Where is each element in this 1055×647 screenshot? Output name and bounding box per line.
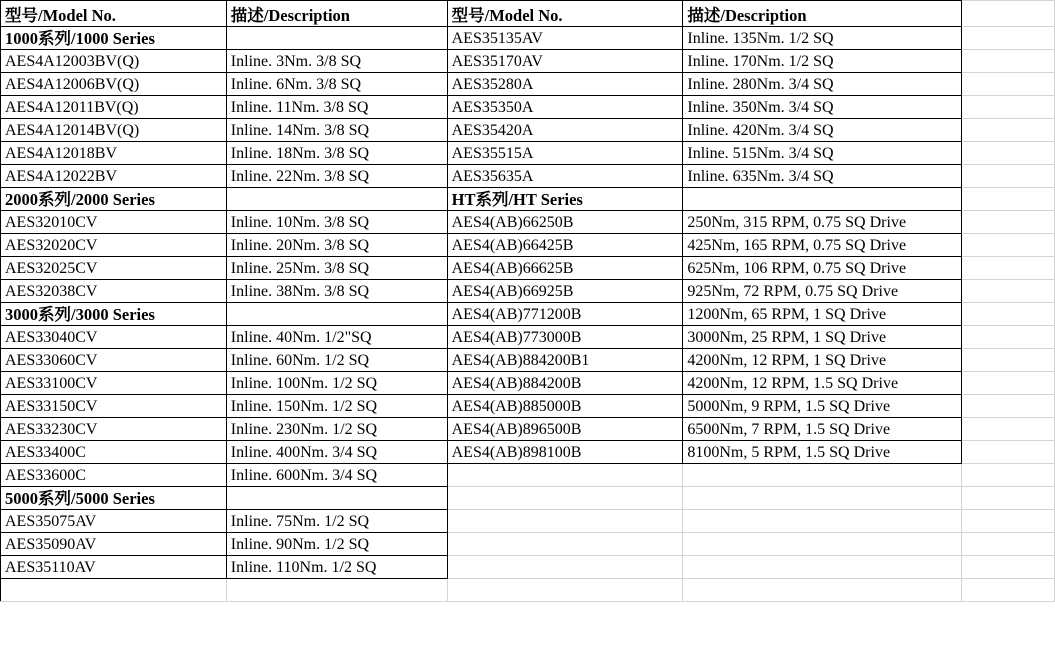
empty-cell[interactable] [447,579,683,602]
series-heading-cell[interactable]: 3000系列/3000 Series [1,303,227,326]
empty-cell[interactable] [962,165,1055,188]
description-cell[interactable]: Inline. 18Nm. 3/8 SQ [226,142,447,165]
description-cell[interactable]: Inline. 230Nm. 1/2 SQ [226,418,447,441]
header-row [1,1,1055,27]
model-cell[interactable]: AES35075AV [1,510,227,533]
description-cell[interactable] [226,188,447,211]
model-cell-2[interactable]: AES4(AB)884200B [447,372,683,395]
model-cell[interactable]: AES33400C [1,441,227,464]
model-cell-2[interactable] [447,510,683,533]
empty-cell[interactable] [962,395,1055,418]
series-heading-cell[interactable]: 5000系列/5000 Series [1,487,227,510]
table-row [1,73,1055,96]
model-cell[interactable]: AES4A12006BV(Q) [1,73,227,96]
model-cell[interactable]: AES33150CV [1,395,227,418]
description-cell-2[interactable]: Inline. 420Nm. 3/4 SQ [683,119,962,142]
table-row [1,211,1055,234]
model-cell[interactable]: AES33100CV [1,372,227,395]
description-cell[interactable] [226,303,447,326]
header-model-cell[interactable]: 型号/Model No. [1,1,227,27]
model-cell[interactable]: AES4A12011BV(Q) [1,96,227,119]
description-cell-2[interactable]: Inline. 170Nm. 1/2 SQ [683,50,962,73]
empty-cell[interactable] [962,73,1055,96]
description-cell[interactable]: Inline. 10Nm. 3/8 SQ [226,211,447,234]
description-cell-2[interactable]: Inline. 280Nm. 3/4 SQ [683,73,962,96]
table-row [1,464,1055,487]
table-row [1,372,1055,395]
table-row [1,556,1055,579]
empty-cell[interactable] [962,418,1055,441]
empty-cell[interactable] [962,50,1055,73]
table-row [1,165,1055,188]
empty-cell[interactable] [962,533,1055,556]
empty-cell[interactable] [962,510,1055,533]
table-row [1,280,1055,303]
model-cell-2[interactable]: AES35350A [447,96,683,119]
description-cell[interactable]: Inline. 600Nm. 3/4 SQ [226,464,447,487]
header-description-cell[interactable]: 描述/Description [226,1,447,27]
model-cell[interactable]: AES35110AV [1,556,227,579]
description-cell-2[interactable] [683,487,962,510]
empty-cell[interactable] [962,280,1055,303]
model-cell-2[interactable]: AES4(AB)884200B1 [447,349,683,372]
description-cell[interactable]: Inline. 75Nm. 1/2 SQ [226,510,447,533]
description-cell-2[interactable]: 625Nm, 106 RPM, 0.75 SQ Drive [683,257,962,280]
model-cell-2[interactable]: AES4(AB)773000B [447,326,683,349]
model-cell-2[interactable]: AES4(AB)885000B [447,395,683,418]
empty-cell[interactable] [962,372,1055,395]
empty-cell[interactable] [962,119,1055,142]
description-cell-2[interactable]: Inline. 350Nm. 3/4 SQ [683,96,962,119]
description-cell-2[interactable]: 1200Nm, 65 RPM, 1 SQ Drive [683,303,962,326]
table-row [1,510,1055,533]
description-cell-2[interactable]: 8100Nm, 5 RPM, 1.5 SQ Drive [683,441,962,464]
model-cell[interactable]: AES4A12003BV(Q) [1,50,227,73]
table-row [1,326,1055,349]
description-cell-2[interactable]: 925Nm, 72 RPM, 0.75 SQ Drive [683,280,962,303]
table-row [1,119,1055,142]
model-cell[interactable]: AES4A12022BV [1,165,227,188]
description-cell-2[interactable]: Inline. 515Nm. 3/4 SQ [683,142,962,165]
model-cell-2[interactable]: AES4(AB)66625B [447,257,683,280]
model-cell-2[interactable]: AES4(AB)898100B [447,441,683,464]
model-cell[interactable]: AES32038CV [1,280,227,303]
description-cell-2[interactable] [683,188,962,211]
empty-cell[interactable] [962,257,1055,280]
empty-cell[interactable] [226,579,447,602]
empty-cell[interactable] [962,487,1055,510]
series-heading-cell[interactable]: HT系列/HT Series [447,188,683,211]
description-cell[interactable]: Inline. 400Nm. 3/4 SQ [226,441,447,464]
empty-cell[interactable] [962,188,1055,211]
table-row [1,27,1055,50]
header-description-cell-2[interactable]: 描述/Description [683,1,962,27]
description-cell[interactable]: Inline. 60Nm. 1/2 SQ [226,349,447,372]
model-cell-2[interactable]: AES35135AV [447,27,683,50]
description-cell-2[interactable] [683,510,962,533]
empty-cell[interactable] [1,579,227,602]
table-row [1,533,1055,556]
model-cell-2[interactable]: AES4(AB)66425B [447,234,683,257]
description-cell[interactable]: Inline. 11Nm. 3/8 SQ [226,96,447,119]
description-cell[interactable]: Inline. 22Nm. 3/8 SQ [226,165,447,188]
table-row [1,349,1055,372]
empty-cell[interactable] [962,27,1055,50]
model-cell[interactable]: AES4A12014BV(Q) [1,119,227,142]
model-cell[interactable]: AES33600C [1,464,227,487]
empty-cell[interactable] [962,326,1055,349]
description-cell-2[interactable] [683,556,962,579]
description-cell-2[interactable]: 6500Nm, 7 RPM, 1.5 SQ Drive [683,418,962,441]
header-model-cell-2[interactable]: 型号/Model No. [447,1,683,27]
table-body [1,1,1055,602]
empty-cell[interactable] [962,234,1055,257]
description-cell-2[interactable]: Inline. 135Nm. 1/2 SQ [683,27,962,50]
description-cell[interactable] [226,487,447,510]
empty-cell[interactable] [962,303,1055,326]
description-cell[interactable]: Inline. 3Nm. 3/8 SQ [226,50,447,73]
description-cell-2[interactable]: 4200Nm, 12 RPM, 1.5 SQ Drive [683,372,962,395]
model-cell-2[interactable]: AES35170AV [447,50,683,73]
empty-cell[interactable] [962,464,1055,487]
description-cell[interactable]: Inline. 90Nm. 1/2 SQ [226,533,447,556]
model-cell[interactable]: AES32020CV [1,234,227,257]
empty-cell[interactable] [683,579,962,602]
table-row [1,142,1055,165]
description-cell[interactable]: Inline. 100Nm. 1/2 SQ [226,372,447,395]
description-cell-2[interactable]: 425Nm, 165 RPM, 0.75 SQ Drive [683,234,962,257]
model-cell[interactable]: AES32025CV [1,257,227,280]
model-cell-2[interactable] [447,487,683,510]
model-cell-2[interactable]: AES35635A [447,165,683,188]
table-row [1,395,1055,418]
description-cell[interactable]: Inline. 40Nm. 1/2"SQ [226,326,447,349]
table-row [1,96,1055,119]
model-cell[interactable]: AES33230CV [1,418,227,441]
empty-cell[interactable] [962,441,1055,464]
table-row [1,234,1055,257]
model-cell[interactable]: AES32010CV [1,211,227,234]
description-cell[interactable]: Inline. 110Nm. 1/2 SQ [226,556,447,579]
table-row [1,418,1055,441]
description-cell-2[interactable]: Inline. 635Nm. 3/4 SQ [683,165,962,188]
description-cell-2[interactable]: 4200Nm, 12 RPM, 1 SQ Drive [683,349,962,372]
description-cell-2[interactable] [683,464,962,487]
description-cell-2[interactable]: 250Nm, 315 RPM, 0.75 SQ Drive [683,211,962,234]
model-cell-2[interactable]: AES35280A [447,73,683,96]
model-cell-2[interactable]: AES4(AB)66925B [447,280,683,303]
description-cell[interactable] [226,27,447,50]
table-row [1,188,1055,211]
description-cell[interactable]: Inline. 20Nm. 3/8 SQ [226,234,447,257]
description-cell[interactable]: Inline. 6Nm. 3/8 SQ [226,73,447,96]
table-row [1,441,1055,464]
description-cell-2[interactable]: 3000Nm, 25 RPM, 1 SQ Drive [683,326,962,349]
table-row [1,487,1055,510]
description-cell[interactable]: Inline. 38Nm. 3/8 SQ [226,280,447,303]
empty-cell[interactable] [962,96,1055,119]
empty-cell[interactable] [962,579,1055,602]
model-cell-2[interactable]: AES35420A [447,119,683,142]
model-cell[interactable]: AES33040CV [1,326,227,349]
empty-cell[interactable] [962,349,1055,372]
series-heading-cell[interactable]: 2000系列/2000 Series [1,188,227,211]
description-cell[interactable]: Inline. 150Nm. 1/2 SQ [226,395,447,418]
table-row [1,303,1055,326]
description-cell[interactable]: Inline. 14Nm. 3/8 SQ [226,119,447,142]
model-cell-2[interactable] [447,556,683,579]
model-cell-2[interactable]: AES4(AB)771200B [447,303,683,326]
model-cell-2[interactable] [447,533,683,556]
model-cell[interactable]: AES33060CV [1,349,227,372]
description-cell[interactable]: Inline. 25Nm. 3/8 SQ [226,257,447,280]
table-row [1,257,1055,280]
empty-cell[interactable] [962,142,1055,165]
empty-cell[interactable] [962,1,1055,27]
model-cell-2[interactable]: AES4(AB)896500B [447,418,683,441]
model-cell-2[interactable]: AES4(AB)66250B [447,211,683,234]
empty-cell[interactable] [962,556,1055,579]
model-cell[interactable]: AES35090AV [1,533,227,556]
description-cell-2[interactable] [683,533,962,556]
table-row [1,50,1055,73]
empty-cell[interactable] [962,211,1055,234]
description-cell-2[interactable]: 5000Nm, 9 RPM, 1.5 SQ Drive [683,395,962,418]
model-cell-2[interactable]: AES35515A [447,142,683,165]
empty-row [1,579,1055,602]
series-heading-cell[interactable]: 1000系列/1000 Series [1,27,227,50]
model-cell-2[interactable] [447,464,683,487]
model-cell[interactable]: AES4A12018BV [1,142,227,165]
